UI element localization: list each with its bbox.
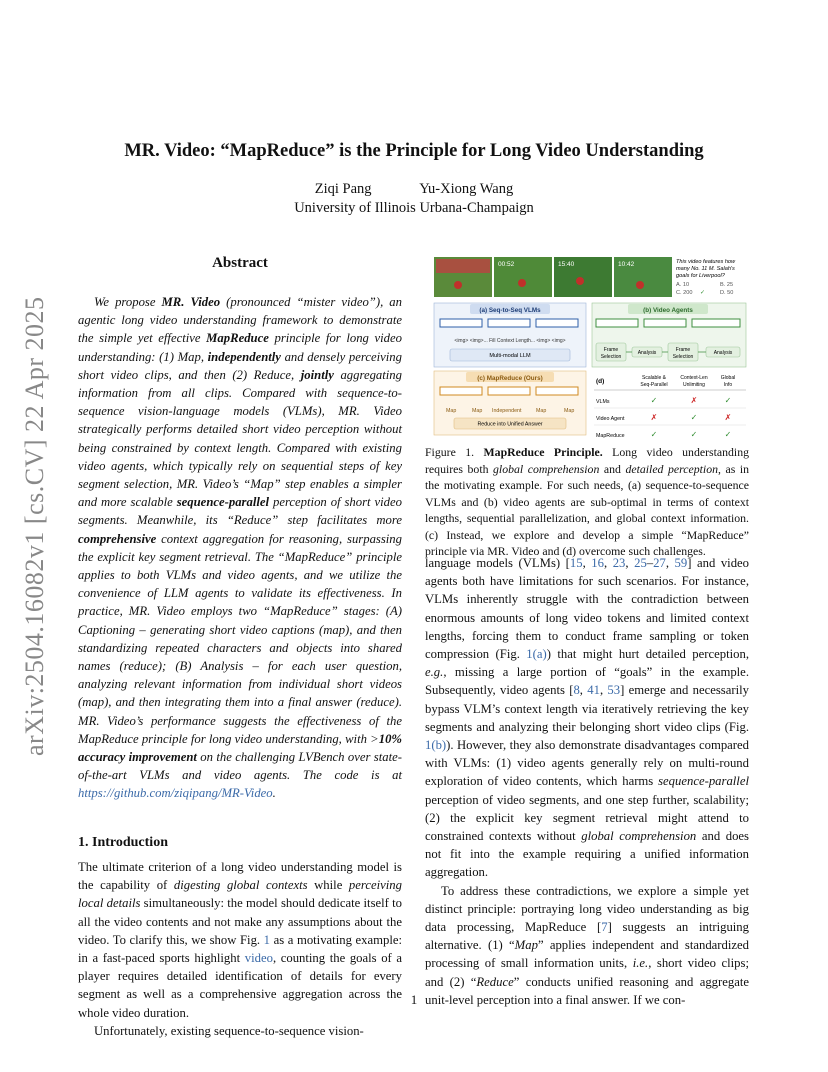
svg-text:goals for Liverpool?: goals for Liverpool? <box>676 273 725 279</box>
check-icon: ✓ <box>724 396 732 405</box>
token-row <box>440 319 578 327</box>
answer-option: A. 10 <box>676 282 690 288</box>
check-icon: ✓ <box>700 290 706 296</box>
abstract-heading: Abstract <box>212 255 268 271</box>
video-frame-strip <box>434 257 672 297</box>
affiliation: University of Illinois Urbana-Champaign <box>294 200 534 216</box>
map-label: Map <box>564 408 575 414</box>
page-number: 1 <box>410 992 418 1007</box>
check-icon: ✓ <box>650 430 658 439</box>
author-name: Yu-Xiong Wang <box>419 181 514 197</box>
section-heading: 1. Introduction <box>78 835 168 850</box>
svg-text:Info: Info <box>723 382 733 388</box>
author-list <box>0 181 828 198</box>
svg-text:Selection: Selection <box>672 354 694 360</box>
timestamp: 00:52 <box>498 261 515 268</box>
llm-label: Multi-modal LLM <box>489 353 531 359</box>
svg-text:Global: Global <box>720 375 736 381</box>
answer-option: B. 25 <box>720 282 734 288</box>
question-line: This video features how <box>676 259 736 265</box>
panel-b-label: (b) Video Agents <box>643 307 693 314</box>
svg-text:Seq-Parallel: Seq-Parallel <box>640 382 668 388</box>
table-row-name: MapReduce <box>596 433 625 439</box>
table-row-name: Video Agent <box>596 416 625 422</box>
check-icon: ✓ <box>650 396 658 405</box>
figure-caption: Figure 1. MapReduce Principle. Long video understanding requires both global comprehension and detailed perception, as in the motivating example. For such needs, (a) sequence-to-sequence VLMs and (b) video agents are sub-optimal in terms of context lengths, sequential parallelization, and global context information. (c) Instead, we explore and develop a simple “MapReduce” principle via MR. Video and (d) overcome such challenges. <box>425 445 750 558</box>
paper-title: MR. Video: “MapReduce” is the Principle for Long Video Understanding <box>124 141 704 161</box>
right-column-body: language models (VLMs) [15, 16, 23, 25–27, 59] and video agents both have limitations for such scenarios. For instance, VLMs inherently struggle with the contradiction between enormous amounts of long video tokens and limited context lengths, forcing them to conduct frame sampling or token compression (Fig. 1(a)) that might hurt detailed perception, e.g., missing a large portion of “goals” in the example. Subsequently, video agents [8, 41, 53] emerge and necessarily bypass VLM’s context length via iteratively retrieving the key segments and analyzing their belonging short video clips (Fig. 1(b)). However, they also demonstrate disadvantages compared with VLMs: (1) video agents generally rely on multi-round exploration of video contents, which harms sequence-parallel perception of video segments, and one step further, scalability; (2) the explicit key segment retrieval might attend to constrained contexts without global comprehension and does not fit into the example requiring a unified information aggregation. To address these contradictions, we explore a simple yet distinct principle: portraying long video understanding as big data processing, MapReduce [7] suggests an intriguing alternative. (1) “Map” applies independent and standardized processing of small information units, i.e., short video clips; and (2) “Reduce” conducts unified reasoning and aggregate unit-level perception into a final answer. If we con- <box>425 556 750 1007</box>
author-name: Ziqi Pang <box>314 181 372 197</box>
step-label: Analysis <box>713 350 733 356</box>
panel-d-label: (d) <box>596 378 605 385</box>
check-icon: ✓ <box>690 413 698 422</box>
panel-a-label: (a) Seq-to-Seq VLMs <box>479 307 541 314</box>
step-label: Analysis <box>637 350 657 356</box>
intro-body: The ultimate criterion of a long video understanding model is the capability of digesting global contexts while perceiving local details simultaneously: the model should dedicate itself to all the video contents and not make any assumptions about the video. To clarify this, we show Fig. 1 as a motivating example: in a fast-paced sports highlight video, counting the goals of a player requires detailed identification of details for every segment as well as a comprehensive aggregation across the whole video duration. Unfortunately, existing sequence-to-sequence vision- <box>78 860 402 1038</box>
svg-text:many No. 11 M. Salah's: many No. 11 M. Salah's <box>676 266 735 272</box>
step-label: Frame <box>675 347 691 353</box>
map-label: Map <box>536 408 547 414</box>
figure-1-diagram <box>430 255 750 443</box>
svg-text:Unlimiting: Unlimiting <box>683 382 705 388</box>
reduce-label: Reduce into Unified Answer <box>477 421 543 428</box>
answer-option: C. 200 <box>676 290 693 296</box>
step-label: Frame <box>603 347 619 353</box>
timestamp: 15:40 <box>558 261 575 268</box>
comparison-table <box>594 375 746 439</box>
cross-icon: ✗ <box>690 396 698 405</box>
svg-text:Scalable &: Scalable & <box>642 375 666 381</box>
map-label: Independent <box>492 408 522 414</box>
cross-icon: ✗ <box>650 413 658 422</box>
figure-1 <box>430 255 750 443</box>
map-label: Map <box>446 408 457 414</box>
check-icon: ✓ <box>690 430 698 439</box>
panel-c-label: (c) MapReduce (Ours) <box>477 375 543 382</box>
cross-icon: ✗ <box>724 413 732 422</box>
token-text: <img> <img>... Fill Context Length... <img> <img> <box>454 338 566 344</box>
abstract-body: We propose MR. Video (pronounced “mister video”), an agentic long video understanding framework to demonstrate the simple yet effective MapReduce principle for long video understanding: (1) Map, independently and densely perceiving short video clips, and then (2) Reduce, jointly aggregating information from all clips. Compared with sequence-to-sequence vision-language models (VLMs), MR. Video strategically performs detailed short video perception without being constrained by context length. Compared with existing video agents, which typically rely on sequential steps of key segment selection, MR. Video’s “Map” step enables a simpler and more scalable sequence-parallel perception of short video segments. Meanwhile, its “Reduce” step facilitates more comprehensive context aggregation for reasoning, surpassing the explicit key segment retrieval. The “MapReduce” principle applies to both VLMs and video agents, and we utilize the convenience of LLM agents to validate its effectiveness. In practice, MR. Video employs two “MapReduce” stages: (A) Captioning – generating short video captions (map), and then standardizing repeated characters and objects into shared names (reduce); (B) Analysis – for each user question, analyzing relevant information from individual short videos (map), and then integrating them into a final answer (reduce). MR. Video’s performance suggests the effectiveness of the MapReduce principle for long video understanding, with >10% accuracy improvement on the challenging LVBench over state-of-the-art VLMs and video agents. The code is at https://github.com/ziqipang/MR-Video. <box>78 295 402 801</box>
github-link[interactable]: https://github.com/ziqipang/MR-Video <box>78 786 273 801</box>
svg-text:Context-Len: Context-Len <box>680 375 708 381</box>
table-row-name: VLMs <box>596 399 610 405</box>
arxiv-identifier: arXiv:2504.16082v1 [cs.CV] 22 Apr 2025 <box>20 296 49 756</box>
timestamp: 10:42 <box>618 261 635 268</box>
answer-option: D. 50 <box>720 290 734 296</box>
check-icon: ✓ <box>724 430 732 439</box>
svg-text:Selection: Selection <box>600 354 622 360</box>
map-label: Map <box>472 408 483 414</box>
